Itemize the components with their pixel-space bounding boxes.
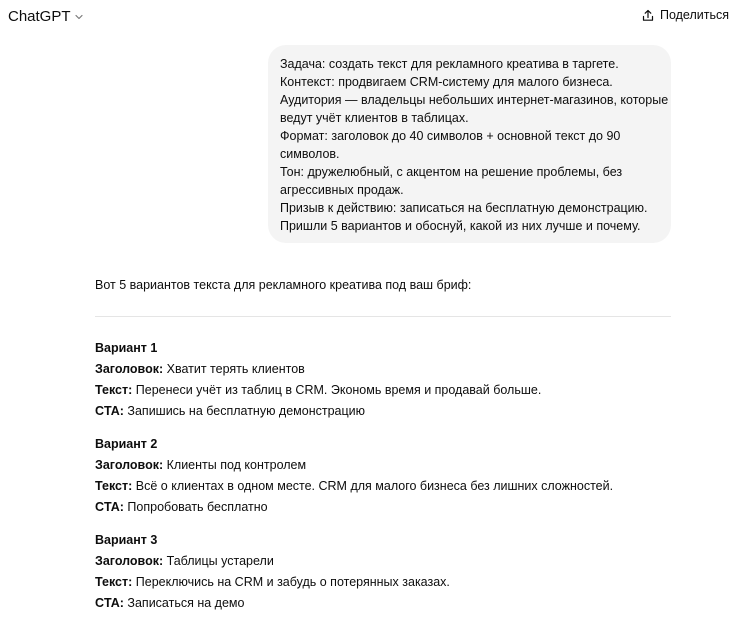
cta-value: Попробовать бесплатно [127,500,268,514]
text-value: Перенеси учёт из таблиц в CRM. Экономь время и продавай больше. [135,383,542,397]
user-message-line: ведут учёт клиентов в таблицах. [280,111,469,125]
user-message-line: Формат: заголовок до 40 символов + основной текст до 90 [280,129,621,143]
share-button[interactable] [642,8,729,22]
top-bar [0,0,739,34]
variant-cta [95,401,671,422]
text-value: Переключись на CRM и забудь о потерянных заказах. [135,575,450,589]
cta-label: CTA: [95,500,124,514]
text-label: Текст: [95,575,133,589]
headline-label: Заголовок: [95,554,164,568]
variant-text [95,476,671,497]
user-message-line: Призыв к действию: записаться на бесплатную демонстрацию. [280,201,648,215]
chevron-down-icon [74,12,84,22]
text-label: Текст: [95,479,133,493]
variant-headline [95,551,671,572]
variant-text [95,380,671,401]
variant-text [95,572,671,593]
app-title: ChatGPT [8,8,71,25]
user-message-line: агрессивных продаж. [280,183,404,197]
headline-value: Клиенты под контролем [166,458,307,472]
text-value: Всё о клиентах в одном месте. CRM для малого бизнеса без лишних сложностей. [135,479,614,493]
variant-block [95,338,671,422]
cta-value: Запишись на бесплатную демонстрацию [127,404,366,418]
variant-block [95,434,671,518]
variant-title: Вариант 3 [95,533,158,547]
user-message-bubble [268,45,671,243]
divider [95,316,671,317]
headline-value: Хватит терять клиентов [166,362,305,376]
user-message-line: Контекст: продвигаем CRM-систему для малого бизнеса. [280,75,613,89]
model-selector[interactable] [8,8,84,25]
cta-label: CTA: [95,404,124,418]
assistant-intro: Вот 5 вариантов текста для рекламного креатива под ваш бриф: [95,278,472,292]
cta-label: CTA: [95,596,124,610]
variant-block [95,530,671,614]
variant-title: Вариант 2 [95,437,158,451]
variant-cta [95,497,671,518]
cta-value: Записаться на демо [127,596,245,610]
variant-title: Вариант 1 [95,341,158,355]
share-icon [642,9,654,22]
user-message-line: Аудитория — владельцы небольших интернет-магазинов, которые [280,93,669,107]
variant-headline [95,455,671,476]
user-message-line: Пришли 5 вариантов и обоснуй, какой из них лучше и почему. [280,219,641,233]
variant-cta [95,593,671,614]
user-message-line: Тон: дружелюбный, с акцентом на решение проблемы, без [280,165,623,179]
share-label: Поделиться [659,8,729,22]
headline-label: Заголовок: [95,458,164,472]
user-message-line: Задача: создать текст для рекламного креатива в таргете. [280,57,619,71]
text-label: Текст: [95,383,133,397]
headline-label: Заголовок: [95,362,164,376]
headline-value: Таблицы устарели [166,554,274,568]
user-message-line: символов. [280,147,340,161]
variant-headline [95,359,671,380]
